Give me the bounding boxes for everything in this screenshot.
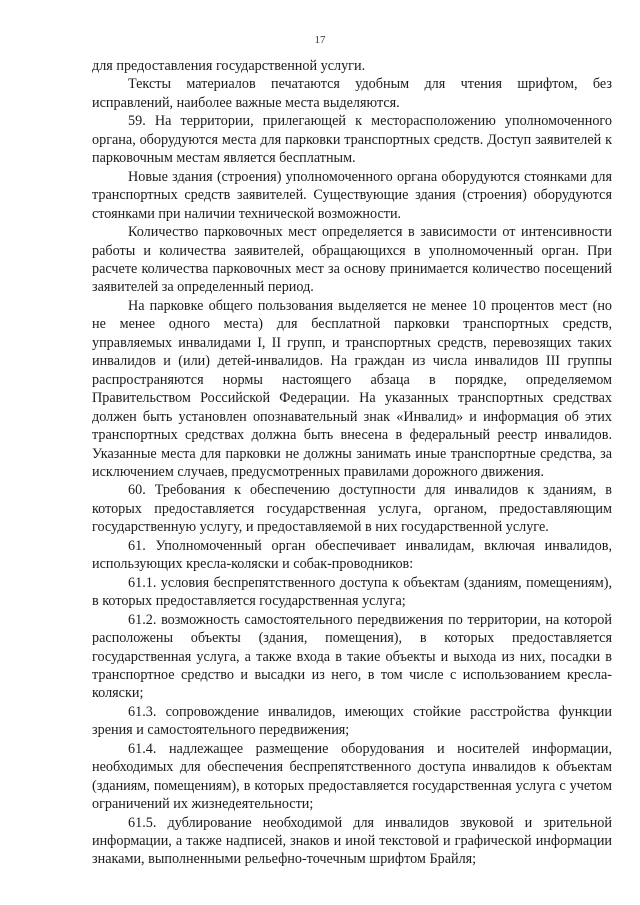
paragraph-61-3: 61.3. сопровождение инвалидов, имеющих стойкие расстройства функции зрения и самостоятельного передвижения; [92,703,612,739]
paragraph-59-parking: 59. На территории, прилегающей к месторасположению уполномоченного органа, оборудуются места для парковки транспортных средств. Доступ заявителей к парковочным местам является бесплатным. [92,113,612,167]
paragraph-61-2: 61.2. возможность самостоятельного передвижения по территории, на которой расположены объекты (здания, помещения), в которых предоставляется государственная услуга, а также входа в такие объекты и выхода из них, посадки в транспортное средство и высадки из него, в том числе с использованием кресла-коляски; [92,611,612,702]
page-number: 17 [314,34,326,46]
paragraph-61-provisions: 61. Уполномоченный орган обеспечивает инвалидам, включая инвалидов, использующих кресла-коляски и собак-проводников: [92,537,612,573]
paragraph-60-accessibility: 60. Требования к обеспечению доступности для инвалидов к зданиям, в которых предоставляется государственная услуга, органом, предоставляющим государственную услугу, и предоставляемой в них государственной услуге. [92,482,612,536]
paragraph-61-1: 61.1. условия беспрепятственного доступа к объектам (зданиям, помещениям), в которых предоставляется государственная услуга; [92,574,612,610]
paragraph-continuation: для предоставления государственной услуги. [92,58,366,74]
paragraph-parking-count: Количество парковочных мест определяется в зависимости от интенсивности работы и количества заявителей, обращающихся в уполномоченный орган. При расчете количества парковочных мест за основу принимается количество посещений заявителей за определенный период. [92,224,612,296]
page-body [92,57,612,869]
paragraph-disabled-parking: На парковке общего пользования выделяется не менее 10 процентов мест (но не менее одного места) для бесплатной парковки транспортных средств, управляемых инвалидами I, II групп, и транспортных средств, перевозящих таких инвалидов и (или) детей-инвалидов. На граждан из числа инвалидов III группы распространяются нормы настоящего абзаца в порядке, определяемом Правительством Российской Федерации. На указанных транспортных средствах должен быть установлен опознавательный знак «Инвалид» и информация об этих транспортных средствах должна быть внесена в федеральный реестр инвалидов. Указанные места для парковки не должны занимать иные транспортные средства, за исключением случаев, предусмотренных правилами дорожного движения. [92,297,612,480]
paragraph-materials-font: Тексты материалов печатаются удобным для чтения шрифтом, без исправлений, наиболее важные места выделяются. [92,76,612,111]
paragraph-new-buildings: Новые здания (строения) уполномоченного органа оборудуются стоянками для транспортных средств заявителей. Существующие здания (строения) оборудуются стоянками при наличии технической возможности. [92,168,612,222]
paragraph-61-4: 61.4. надлежащее размещение оборудования и носителей информации, необходимых для обеспечения беспрепятственного доступа инвалидов к объектам (зданиям, помещениям), в которых предоставляется государственная услуга с учетом ограничений их жизнедеятельности; [92,740,612,813]
paragraph-61-5: 61.5. дублирование необходимой для инвалидов звуковой и зрительной информации, а также надписей, знаков и иной текстовой и графической информации знаками, выполненными рельефно-точечным шрифтом Брайля; [92,814,612,868]
